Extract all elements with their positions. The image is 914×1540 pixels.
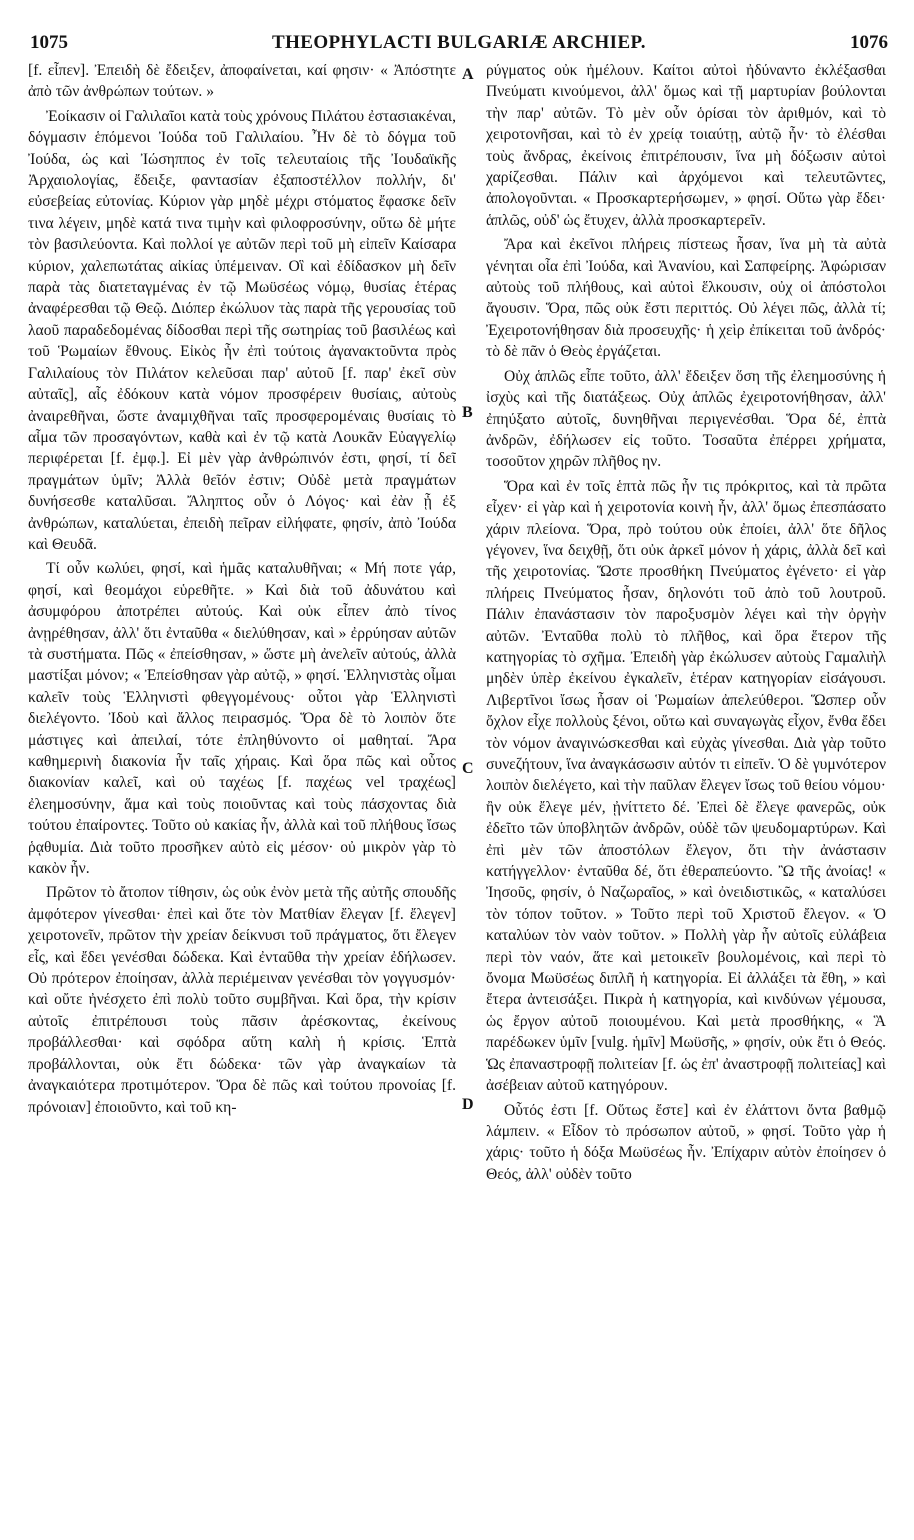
margin-marker-c: C [462, 760, 474, 777]
paragraph: Οὐχ ἁπλῶς εἶπε τοῦτο, ἀλλ' ἔδειξεν ὅση τῆς ἐλεημοσύνης ἡ ἰσχὺς καὶ τῆς διατάξεως. Οὐχ ἁπλῶς ἐχειροτονήθησαν, ἀλλ' ἐπηύξατο αὐτοῖς, δυνηθῆναι περιγενέσθαι. Ὅρα δέ, ἐπτὰ ἀνδρῶν, ἐδήλωσεν εἰς τοῦτο. Τοσαῦτα ἐπέρρει χρήματα, τοσοῦτον χηρῶν πλῆθος ην. [486, 367, 886, 471]
paragraph: Ἐοίκασιν οἱ Γαλιλαῖοι κατὰ τοὺς χρόνους Πιλάτου ἐστασιακέναι, δόγμασιν ἑπόμενοι Ἰούδα τοῦ Γαλιλαίου. Ἦν δὲ τὸ δόγμα τοῦ Ἰούδα, ὡς καὶ Ἰώσηππος ἐν τοῖς τελευταίοις τῆς Ἰουδαϊκῆς Ἀρχαιολογίας, ἔδειξε, φαντασίαν ἐξαποστέλλον πολλήν, δι' εὐσεβείας εὐτονίας. Κύριον γὰρ μηδὲ μέχρι στόματος ἔφασκε δεῖν τινα λέγειν, μηδὲ κατά τινα τιμὴν καὶ φιλοφροσύνην, οὕτω δὲ μήτε τὸν βασιλεύοντα. Καὶ πολλοί γε αὐτῶν περὶ τοῦ μὴ εἰπεῖν Καίσαρα κύριον, χαλεπωτάτας αἰκίας ὑπέμειναν. Οἳ καὶ ἐδίδασκον μὴ δεῖν παρὰ τὰς διατεταγμένας ἐν τῷ Μωϋσέως νόμῳ, θυσίας ἑτέρας ἀναφέρεσθαι τῷ Θεῷ. Διόπερ ἐκώλυον τὰς παρὰ τῆς γερουσίας τοῦ λαοῦ παραδεδομένας δίδοσθαι περὶ τῆς σωτηρίας τοῦ βασιλέως καὶ τοῦ Ῥωμαίων ἔθνους. Εἰκὸς ἦν ἐπὶ τούτοις ἀγανακτοῦντα πρὸς Γαλιλαίους τὸν Πιλάτον κελεῦσαι παρ' αὐτοῦ [f. παρ' ἐκεῖ σὺν αὐταῖς], αἷς ἐδόκουν κατὰ νόμον προσφέρειν θυσίαις, αὐτοὺς ἀναιρεθῆναι, ὥστε ἀναμιχθῆναι ταῖς προσφερομέναις θυσίαις τὸ αἷμα τῶν προσαγόντων, καθὰ καὶ ἐν τῷ κατὰ Λουκᾶν Εὐαγγελίῳ περιφέρεται [f. ἐμφ.]. Εἰ μὲν γὰρ ἀνθρώπινόν ἐστι, φησί, τί δεῖ πραγμάτων ὑμῖν; Ἀλλὰ θεῖόν ἐστιν; Οὐδὲ μετὰ πραγμάτων δυνήσεσθε καταλῦσαι. Ἄληπτος οὖν ὁ Λόγος· καὶ ἐὰν ᾖ ἐξ ἀνθρώπων, καταλύεται, ἐπειδὴ πεῖραν εἰλήφατε, φησίν, ἀπὸ Ἰούδα καὶ Θευδᾶ. [28, 107, 456, 553]
paragraph: Τί οὖν κωλύει, φησί, καὶ ἡμᾶς καταλυθῆναι; « Μή ποτε γάρ, φησί, καὶ θεομάχοι εὑρεθῆτε. » Καὶ διὰ τοῦ ἀδυνάτου καὶ ἀσυμφόρου ἀποτρέπει αὐτούς. Καὶ οὐκ εἶπεν ἀπὸ τίνος ἀνῃρέθησαν, ἀλλ' ὅτι ἐνταῦθα « διελύθησαν, καὶ » ἐρρύησαν αὐτῶν τὰ συστήματα. Πῶς « ἐπείσθησαν, » ὥστε μὴ ἀνελεῖν αὐτούς, ἀλλὰ μαστίξαι μόνον; « Ἐπείσθησαν γὰρ αὐτῷ, » φησί. Ἑλληνιστὰς οἶμαι καλεῖν τοὺς Ἑλληνιστὶ φθεγγομένους· οὗτοι γὰρ Ἑλληνιστὶ διελέγοντο. Ἰδοὺ καὶ ἄλλος πειρασμός. Ὅρα δὲ τὸ λοιπὸν ὅτε μάστιγες καὶ ἀπειλαί, τότε ἐπληθύνοντο οἱ μαθηταί. Ἄρα καθημερινὴ διακονία ἦν ταῖς χήραις. Καὶ ὅρα πῶς καὶ οὗτος διακονίαν καλεῖ, καὶ οὐ ταχέως [f. παχέως vel τραχέως] ἐλεημοσύνην, ἅμα καὶ τοὺς ποιοῦντας καὶ τοὺς πάσχοντας διὰ τούτου ἐπαίροντες. Τοῦτο οὐ κακίας ἦν, ἀλλὰ καὶ τοῦ πλήθους ἴσως ῥᾳθυμία. Διὰ τοῦτο προσῆκεν αὐτὸ εἰς μέσον· οὐ μικρὸν γὰρ τὸ κακὸν ἦν. [28, 560, 456, 878]
margin-marker-b: B [462, 404, 473, 421]
page-number-right: 1076 [850, 32, 888, 53]
paragraph: Οὗτός ἐστι [f. Οὕτως ἔστε] καὶ ἐν ἐλάττονι ὄντα βαθμῷ λάμπειν. « Εἶδον τὸ πρόσωπον αὐτοῦ, » φησί. Τοῦτο γὰρ ἡ χάρις· τοῦτο ἡ δόξα Μωϋσέως ἦν. Ἐπίχαριν αὐτὸν ἐποίησεν ὁ Θεός, ἀλλ' οὐδὲν τοῦτο [486, 1101, 886, 1183]
paragraph: Ἄρα καὶ ἐκεῖνοι πλήρεις πίστεως ἦσαν, ἵνα μὴ τὰ αὐτὰ γένηται οἷα ἐπὶ Ἰούδα, καὶ Ἀνανίου, καὶ Σαπφείρης. Ἀφώρισαν αὐτοὺς τοῦ πλήθους, καὶ αὐτοὶ ἕλκουσιν, οὐχ οἱ ἀπόστολοι ἄγουσιν. Ὅρα, πῶς οὐκ ἔστι περιττός. Οὐ λέγει πῶς, ἀλλὰ τί; Ἐχειροτονήθησαν διὰ προσευχῆς· ἡ χεὶρ ἐπίκειται τοῦ ἀνδρός· τὸ δὲ πᾶν ὁ Θεὸς ἐργάζεται. [486, 236, 886, 361]
paragraph: Πρῶτον τὸ ἄτοπον τίθησιν, ὡς οὐκ ἐνὸν μετὰ τῆς αὐτῆς σπουδῆς ἀμφότερον γίνεσθαι· ἐπεὶ καὶ ὅτε τὸν Ματθίαν ἔλεγαν [f. ἔλεγεν] χειροτονεῖν, πρῶτον τὴν χρείαν δείκνυσι τοῦ πράγματος, ὅτι ἔλεγεν εἷς, καὶ ἔδει γενέσθαι δώδεκα. Καὶ ἐνταῦθα τὴν χρείαν ἐδήλωσεν. Οὐ πρότερον ἐποίησαν, ἀλλὰ περιέμειναν γενέσθαι τὸν γογγυσμόν· καὶ οὔτε ἠνέσχετο ἐπὶ πολὺ τοῦτο συμβῆναι. Καὶ ὅρα, τὴν κρίσιν αὐτοῖς ἐπιτρέπουσι τοὺς πᾶσιν ἀρέσκοντας, ἐκείνους προβάλλεσθαι· καὶ σφόδρα αὕτη καλὴ ἡ κρίσις. Ἑπτὰ προβάλλονται, οὐκ ἔτι δώδεκα· τῶν γὰρ ἀναγκαίων τὰ ἀναγκαιότερα προτιμότερον. Ὅρα δὲ πῶς καὶ τούτου προνοίας [f. πρόνοιαν] ἐποιοῦντο, καὶ τοῦ κη- [28, 884, 456, 1116]
margin-marker-d: D [462, 1096, 474, 1113]
paragraph: ρύγματος οὐκ ἠμέλουν. Καίτοι αὐτοὶ ἠδύναντο ἐκλέξασθαι Πνεύματι κινούμενοι, ἀλλ' ὅμως καὶ τῇ μαρτυρίαν βούλονται τὴν παρ' αὐτῶν. Τὸ μὲν οὖν ὁρίσαι τὸν ἀριθμόν, καὶ τὸ χειροτονῆσαι, καὶ τὸ ἐν χρείᾳ τοιαύτῃ, αὐτῷ ἦν· τὸ ἐλέσθαι τοὺς ἄνδρας, ἐκείνοις ἐπιτρέπουσιν, ἵνα μὴ δόξωσιν αὐτοὶ χαρίζεσθαι. Πάλιν καὶ ἀρχόμενοι καὶ τελευτῶντες, ἀπολογοῦνται. « Προσκαρτερήσωμεν, » φησί. Οὕτω γὰρ ἔδει· ἁπλῶς, οὐδ' ὡς ἔτυχεν, ἀλλὰ προσκαρτερεῖν. [486, 62, 886, 229]
margin-marker-a: A [462, 66, 474, 83]
running-header [30, 32, 888, 56]
running-title: THEOPHYLACTI BULGARIÆ ARCHIEP. [272, 32, 646, 53]
left-column [28, 60, 456, 1530]
paragraph: Ὅρα καὶ ἐν τοῖς ἑπτὰ πῶς ἦν τις πρόκριτος, καὶ τὰ πρῶτα εἶχεν· εἰ γὰρ καὶ ἡ χειροτονία κοινὴ ἦν, ἀλλ' ὅμως ἐπεσπάσατο χάριν πλείονα. Ὅρα, πρὸ τούτου οὐκ ἐποίει, ἀλλ' ὅτε δῆλος γέγονεν, ἵνα δειχθῇ, ὅτι οὐκ ἀρκεῖ μόνον ἡ χάρις, ἀλλὰ δεῖ καὶ τῆς χειροτονίας. Ὥστε προσθήκη Πνεύματος ἐγένετο· εἰ γὰρ πλήρεις Πνεύματος ἦσαν, δηλονότι τοῦ ἀπὸ τοῦ λουτροῦ. Πάλιν ἐπανάστασιν τὸν παροξυσμὸν λέγει καὶ τὴν ὀργὴν αὐτῶν. Ἐνταῦθα πολὺ τὸ πλῆθος, καὶ ὅρα ἕτερον τῆς κατηγορίας τὸ σχῆμα. Ἐπειδὴ γὰρ ἐκώλυσεν αὐτοὺς Γαμαλιὴλ μηδὲν ὑπὲρ ἐκείνου ἐγκαλεῖν, ἑτέραν κατηγορίαν εἰσάγουσι. Λιβερτῖνοι ἴσως ἦσαν οἱ Ῥωμαίων ἀπελεύθεροι. Ὥσπερ οὖν ὄχλον εἶχε πολλοὺς ξένοι, οὕτω καὶ συναγωγὰς εἶχον, ἔνθα ἔδει τὸν νόμον ἀναγινώσκεσθαι καὶ εὐχὰς γίνεσθαι. Διὰ γὰρ τοῦτο συνεζήτουν, ἵνα ἀναγκάσωσιν αὐτόν τι εἰπεῖν. Ὁ δὲ γυμνότερον λοιπὸν διελέγετο, καὶ τὴν παῦλαν ἔλεγεν ἴσως τοῦ θείου νόμου· ἢν οὐκ ἔλεγε μέν, ᾐνίττετο δέ. Ἐπεὶ δὲ ἔλεγε φανερῶς, οὐκ ἐδεῖτο τῶν ὑποβλητῶν ἀνδρῶν, οὐδὲ τῶν ψευδομαρτύρων. Καὶ ἐπὶ μὲν τῶν ἀποστόλων ἔλεγον, ὅτι τὴν ἀνάστασιν κατήγγελλον· ἐνταῦθα δέ, ὅτι ἐθεραπεύοντο. Ὢ τῆς ἀνοίας! « Ἰησοῦς, φησίν, ὁ Ναζωραῖος, » καὶ ὀνειδιστικῶς, « καταλύσει τὸν τόπον τοῦτον. » Τοῦτο περὶ τοῦ Χριστοῦ ἔλεγον. « Ὁ καταλύων τὸν ναὸν τοῦτον. » Πολλὴ γὰρ ἦν αὐτοῖς εὐλάβεια περὶ τὸν ναόν, ἅτε καὶ μετοικεῖν βουλομένοις, καὶ περὶ τὸ ὄνομα Μωϋσέως διπλῆ ἡ κατηγορία. Εἰ ἀλλάξει τὰ ἔθη, » καὶ ἔτερα ἀντεισάξει. Πικρὰ ἡ κατηγορία, καὶ κινδύνων γέμουσα, ὡς ἔργον αὐτοῦ ποιουμένου. Καὶ μετὰ προσθήκης, « Ἃ παρέδωκεν ὑμῖν [vulg. ἡμῖν] Μωϋσῆς, » φησίν, οὐκ ἔτι ὁ Θεός. Ὡς ἐπαναστροφῇ πολιτείαν [f. ὡς ἐπ' ἀναστροφῇ πολιτείας] καὶ ἀσέβειαν αὐτοῦ κατηγόρουν. [486, 477, 886, 1095]
page-number-left: 1075 [30, 32, 68, 53]
right-column [486, 60, 886, 1530]
paragraph: [f. εἶπεν]. Ἐπειδὴ δὲ ἔδειξεν, ἀποφαίνεται, καί φησιν· « Ἀπόστητε ἀπὸ τῶν ἀνθρώπων τούτων. » [28, 62, 456, 101]
